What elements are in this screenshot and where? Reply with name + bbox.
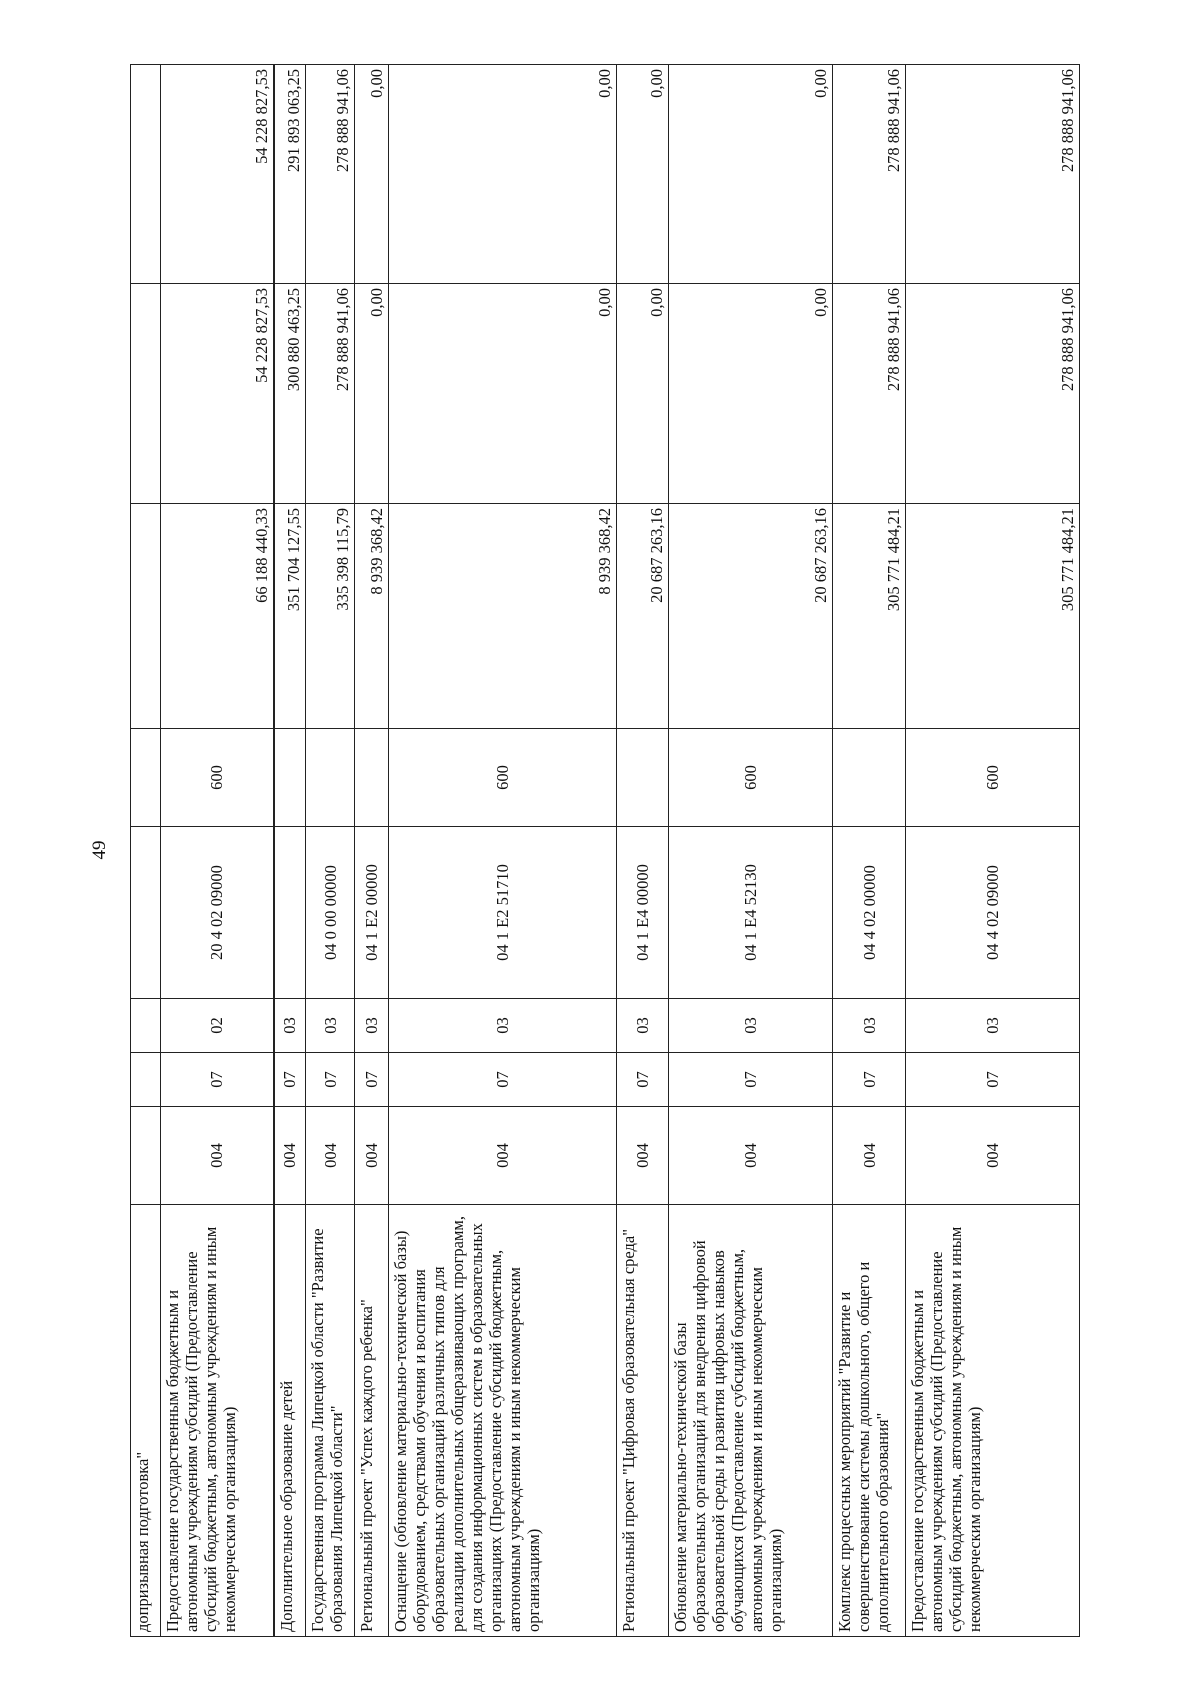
cell-target-article: [274, 827, 306, 999]
cell-expense-type: [274, 729, 306, 827]
table-row: [274, 65, 306, 1637]
cell-sum-year2: 0,00: [355, 284, 389, 504]
cell-sum-year3: [131, 65, 161, 284]
cell-sum-year1: 8 939 368,42: [355, 504, 389, 729]
table-row: [669, 65, 833, 1637]
cell-sum-year1: 305 771 484,21: [906, 504, 1080, 729]
cell-expense-type: 600: [161, 729, 274, 827]
cell-target-article: 04 1 E2 00000: [355, 827, 389, 999]
cell-sum-year2: 0,00: [389, 284, 617, 504]
table-row: [906, 65, 1080, 1637]
cell-sum-year3: 0,00: [669, 65, 833, 284]
cell-sum-year3: 0,00: [389, 65, 617, 284]
row-name: Дополнительное образование детей: [274, 1205, 306, 1637]
table-row: [306, 65, 355, 1637]
cell-section: 07: [669, 1053, 833, 1107]
row-name: Региональный проект "Успех каждого ребенка": [355, 1205, 389, 1637]
cell-section: 07: [161, 1053, 274, 1107]
cell-sum-year2: 278 888 941,06: [906, 284, 1080, 504]
cell-section: 07: [617, 1053, 669, 1107]
cell-section: 07: [389, 1053, 617, 1107]
cell-target-article: 04 1 E4 00000: [617, 827, 669, 999]
cell-section: [131, 1053, 161, 1107]
cell-admin: 004: [389, 1107, 617, 1205]
cell-sum-year3: 278 888 941,06: [833, 65, 906, 284]
cell-sum-year2: 278 888 941,06: [833, 284, 906, 504]
cell-sum-year3: 0,00: [617, 65, 669, 284]
cell-sum-year1: 305 771 484,21: [833, 504, 906, 729]
cell-expense-type: [355, 729, 389, 827]
cell-admin: 004: [306, 1107, 355, 1205]
row-name: Региональный проект "Цифровая образовательная среда": [617, 1205, 669, 1637]
cell-expense-type: 600: [906, 729, 1080, 827]
cell-target-article: 04 0 00 00000: [306, 827, 355, 999]
cell-sum-year1: [131, 504, 161, 729]
cell-admin: 004: [274, 1107, 306, 1205]
cell-sum-year3: 0,00: [355, 65, 389, 284]
cell-admin: 004: [161, 1107, 274, 1205]
cell-expense-type: [617, 729, 669, 827]
row-name: Обновление материально-технической базы образовательных организаций для внедрения цифровой образовательной среды и развития цифровых навыков обучающихся (Предоставление субсидий бюджетным, автономным учреждениям и иным некоммерческим организациям): [669, 1205, 833, 1637]
cell-subsection: 03: [833, 999, 906, 1053]
row-name: Предоставление государственным бюджетным и автономным учреждениям субсидий (Предоставление субсидий бюджетным, автономным учреждениям и иным некоммерческим организациям): [906, 1205, 1080, 1637]
cell-subsection: [131, 999, 161, 1053]
cell-section: 07: [306, 1053, 355, 1107]
cell-sum-year1: 20 687 263,16: [617, 504, 669, 729]
cell-expense-type: [833, 729, 906, 827]
cell-subsection: 03: [669, 999, 833, 1053]
row-name: Предоставление государственным бюджетным и автономным учреждениям субсидий (Предоставление субсидий бюджетным, автономным учреждениям и иным некоммерческим организациям): [161, 1205, 274, 1637]
cell-admin: 004: [669, 1107, 833, 1205]
cell-section: 07: [833, 1053, 906, 1107]
cell-subsection: 03: [617, 999, 669, 1053]
table-row: [355, 65, 389, 1637]
table-row: [161, 65, 274, 1637]
row-name: Государственная программа Липецкой области "Развитие образования Липецкой области": [306, 1205, 355, 1637]
row-name: допризывная подготовка": [131, 1205, 161, 1637]
table-row: [617, 65, 669, 1637]
budget-sheet: [130, 65, 1079, 1637]
table-body: [131, 65, 1080, 1637]
table-row: [389, 65, 617, 1637]
table-row: [131, 65, 161, 1637]
cell-expense-type: 600: [669, 729, 833, 827]
cell-sum-year2: 0,00: [617, 284, 669, 504]
cell-sum-year3: 54 228 827,53: [161, 65, 274, 284]
page-number: 49: [89, 840, 110, 860]
cell-sum-year1: 66 188 440,33: [161, 504, 274, 729]
cell-sum-year3: 291 893 063,25: [274, 65, 306, 284]
cell-sum-year1: 335 398 115,79: [306, 504, 355, 729]
cell-section: 07: [274, 1053, 306, 1107]
cell-admin: 004: [833, 1107, 906, 1205]
cell-expense-type: [306, 729, 355, 827]
cell-target-article: 04 1 E2 51710: [389, 827, 617, 999]
row-name: Комплекс процессных мероприятий "Развитие и совершенствование системы дошкольного, общего и дополнительного образования": [833, 1205, 906, 1637]
cell-subsection: 03: [906, 999, 1080, 1053]
cell-expense-type: [131, 729, 161, 827]
cell-target-article: 04 4 02 09000: [906, 827, 1080, 999]
cell-expense-type: 600: [389, 729, 617, 827]
cell-admin: 004: [906, 1107, 1080, 1205]
cell-section: 07: [355, 1053, 389, 1107]
cell-sum-year2: 300 880 463,25: [274, 284, 306, 504]
cell-subsection: 02: [161, 999, 274, 1053]
cell-subsection: 03: [306, 999, 355, 1053]
cell-admin: 004: [355, 1107, 389, 1205]
cell-sum-year1: 351 704 127,55: [274, 504, 306, 729]
cell-sum-year3: 278 888 941,06: [906, 65, 1080, 284]
cell-target-article: 04 1 E4 52130: [669, 827, 833, 999]
cell-sum-year2: 54 228 827,53: [161, 284, 274, 504]
cell-sum-year2: 0,00: [669, 284, 833, 504]
cell-sum-year3: 278 888 941,06: [306, 65, 355, 284]
cell-subsection: 03: [355, 999, 389, 1053]
cell-admin: [131, 1107, 161, 1205]
cell-subsection: 03: [389, 999, 617, 1053]
row-name: Оснащение (обновление материально-технической базы) оборудованием, средствами обучения и воспитания образовательных организаций различных типов для реализации дополнительных общеразвивающих программ, для создания информационных систем в образовательных организациях (Предоставление субсидий бюджетным, автономным учреждениям и иным некоммерческим организациям): [389, 1205, 617, 1637]
budget-table: [130, 64, 1080, 1637]
cell-admin: 004: [617, 1107, 669, 1205]
cell-sum-year1: 20 687 263,16: [669, 504, 833, 729]
cell-target-article: 20 4 02 09000: [161, 827, 274, 999]
cell-subsection: 03: [274, 999, 306, 1053]
cell-target-article: [131, 827, 161, 999]
table-row: [833, 65, 906, 1637]
cell-sum-year2: 278 888 941,06: [306, 284, 355, 504]
cell-section: 07: [906, 1053, 1080, 1107]
cell-target-article: 04 4 02 00000: [833, 827, 906, 999]
cell-sum-year2: [131, 284, 161, 504]
cell-sum-year1: 8 939 368,42: [389, 504, 617, 729]
